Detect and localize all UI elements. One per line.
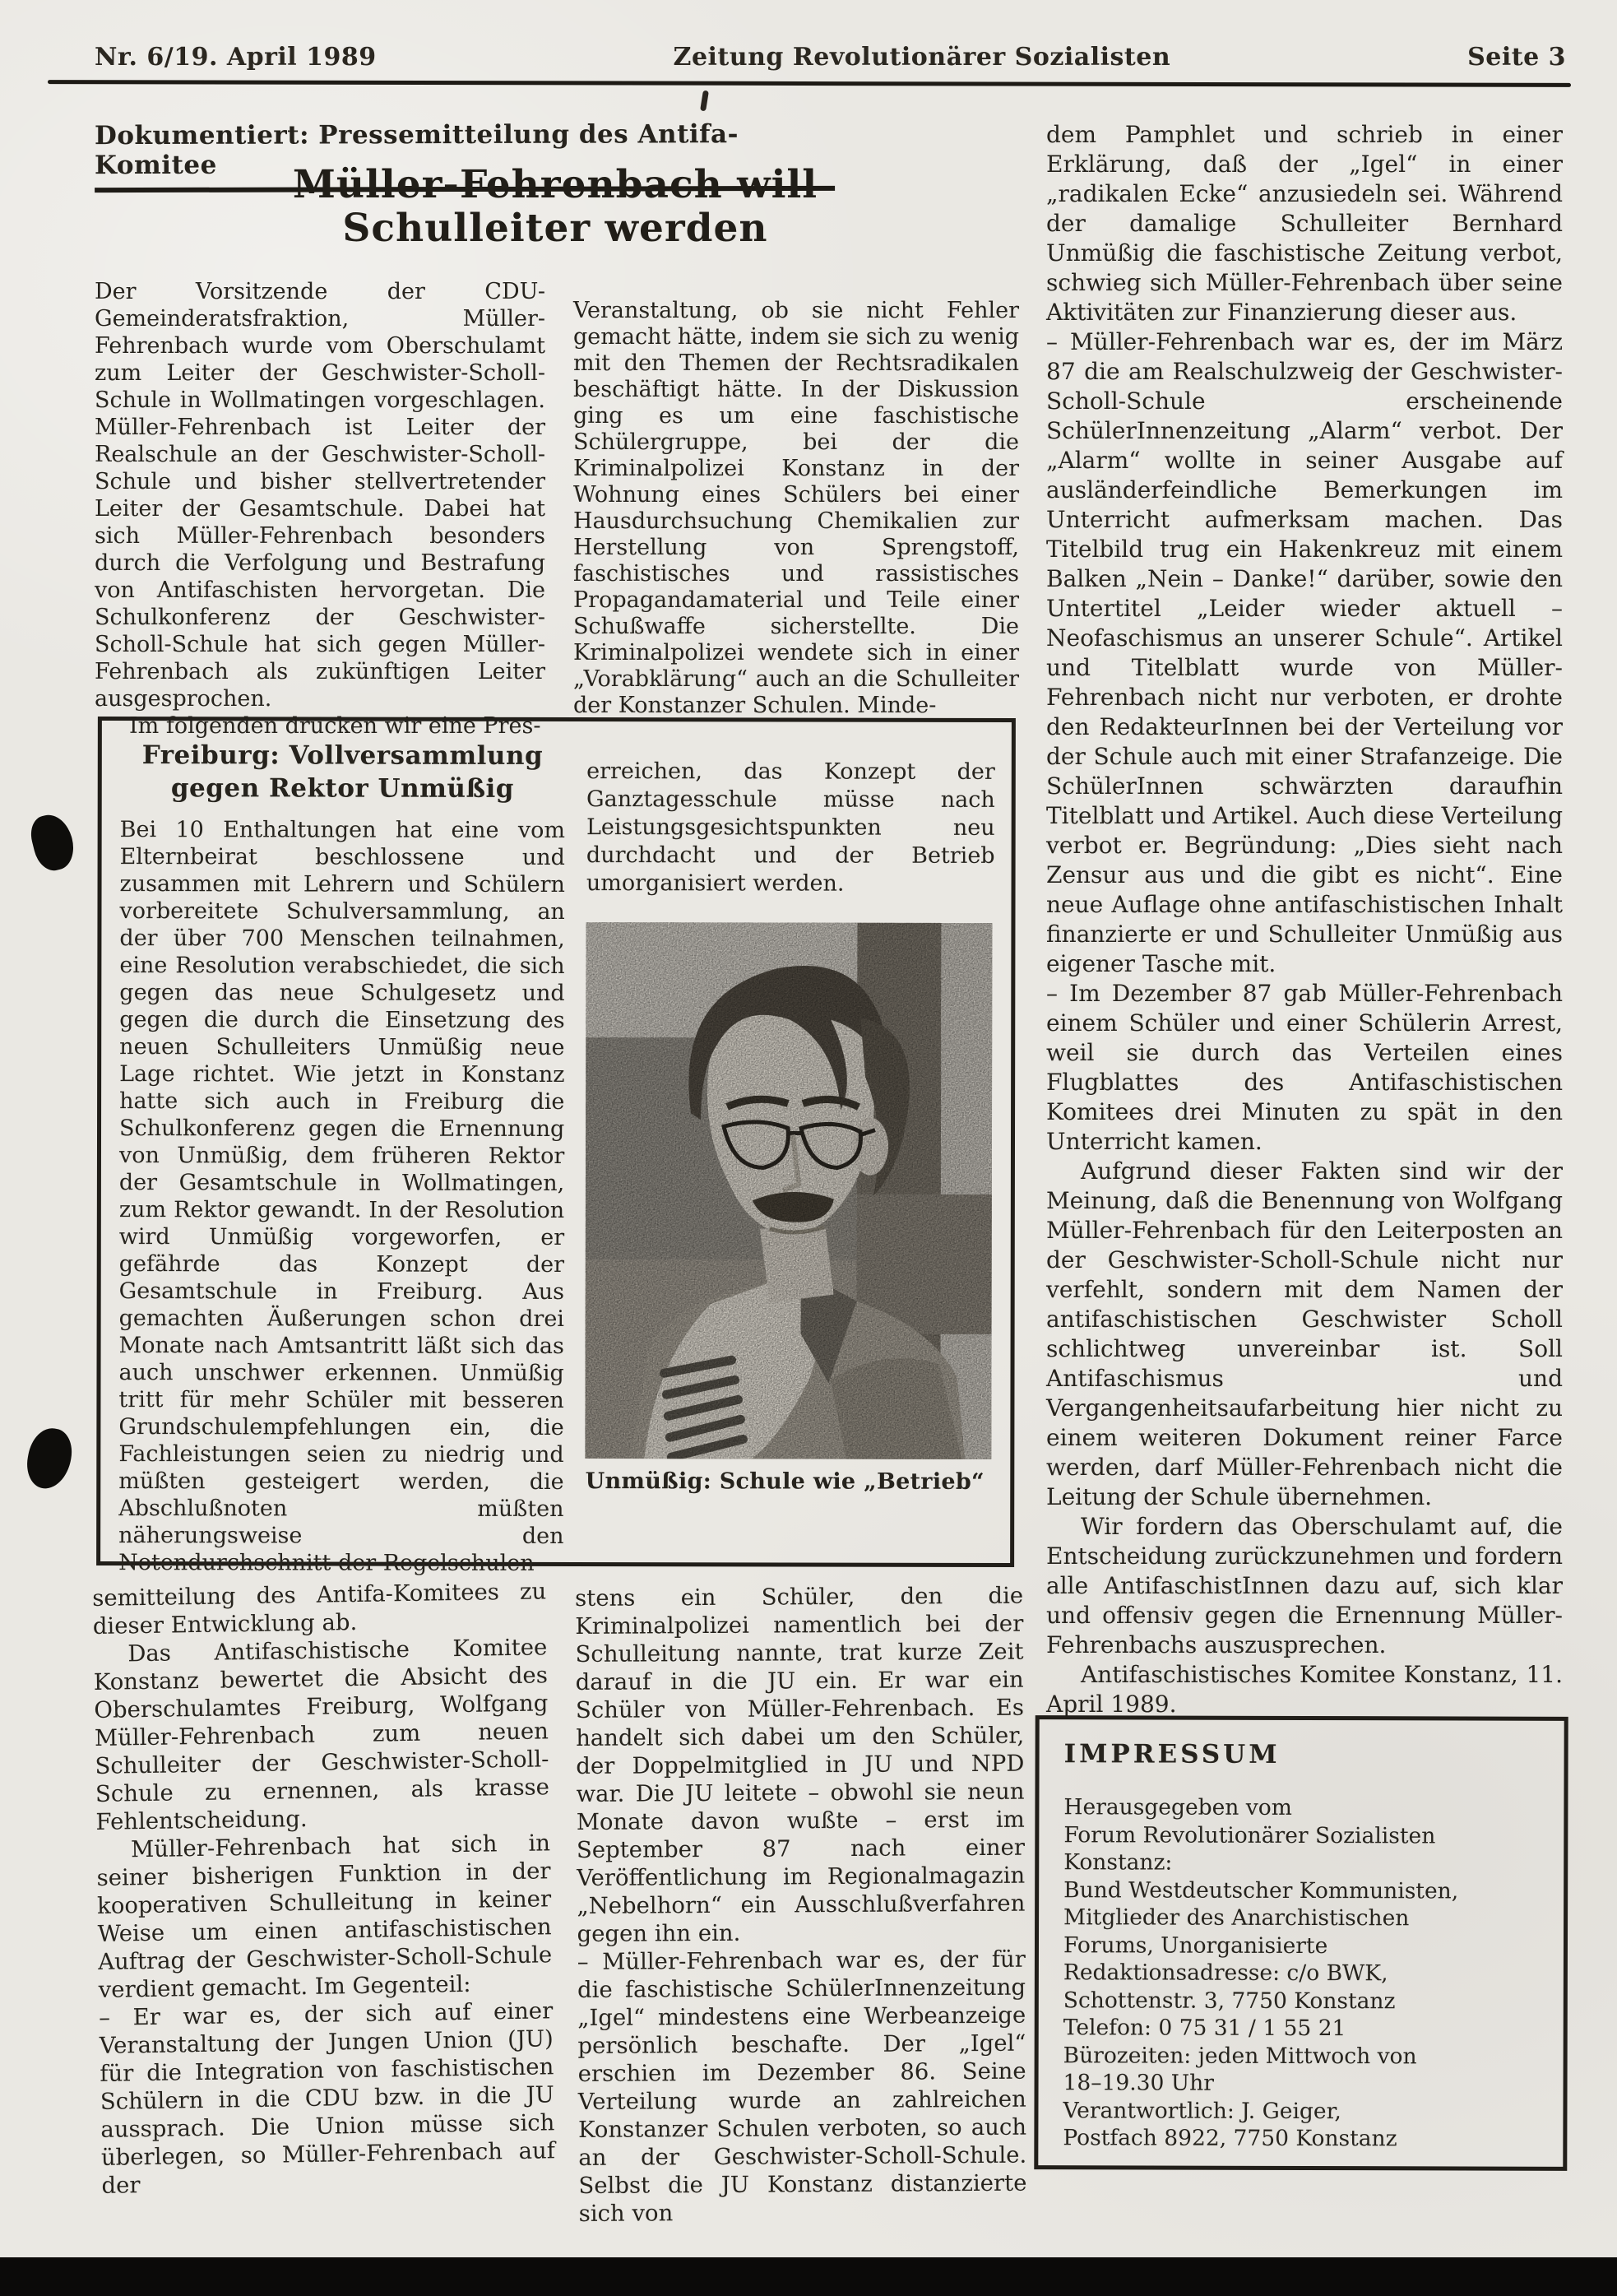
cont-mid-paragraph-2: – Müller-Fehrenbach war es, der für die faschistische SchülerInnenzeitung „Igel“ mindestens eine Werbeanzeige persönlich beschafte. Der „Igel“ erschien im Dezember 86. Seine Verteilung wurde an zahlreichen Konstanzer Schulen verboten, so auch an der Geschwister-Scholl-Schule. Selbst die JU Konstanz distanzierte sich von [577,1946,1027,2227]
box-left-column [118,734,566,1576]
ink-speck [700,90,709,112]
impressum-line: Konstanz: [1063,1849,1173,1876]
box-right-paragraph: erreichen, das Konzept der Ganztagesschule müsse nach Leistungsgesichtspunkten neu durchdacht und der Betrieb umorganisiert werden. [586,758,995,897]
impressum-line: Verantwortlich: J. Geiger, [1063,2097,1341,2124]
impressum-box [1034,1715,1568,2171]
punch-hole-top [26,810,78,874]
right-paragraph-1: dem Pamphlet und schrieb in einer Erklärung, daß der „Igel“ in einer „radikalen Ecke“ anzusiedeln sei. Während der damalige Schulleiter Bernhard Unmüßig die faschistische Zeitung verbot, schwieg sich Müller-Fehrenbach über seine Aktivitäten zur Finanzierung dieser aus. [1046,121,1563,326]
right-paragraph-4: Aufgrund dieser Fakten sind wir der Meinung, daß die Benennung von Wolfgang Müller-Fehrenbach für den Leiterposten an der Geschwister-Scholl-Schule nicht nur verfehlt, sondern mit dem Namen der antifaschistischen Geschwister Scholl schlichtweg unvereinbar ist. Soll Antifaschismus und Vergangenheitsaufarbeitung hier nicht zu einem weiteren Dokument reiner Farce werden, darf Müller-Fehrenbach nicht die Leitung der Schule übernehmen. [1046,1157,1563,1510]
box-heading: Freiburg: Vollversammlung gegen Rektor Unmüßig [141,740,544,804]
masthead [95,43,1566,72]
impressum-line: Bürozeiten: jeden Mittwoch von [1063,2042,1417,2069]
box-left-paragraph: Bei 10 Enthaltungen hat eine vom Elternbeirat beschlossene und zusammen mit Lehrern und Schülern vorbereitete Schulversammlung, an der über 700 Menschen teilnahmen, eine Resolution verabschiedet, die sich gegen das neue Schulgesetz und gegen die durch die Einsetzung des neuen Schulleiters Unmüßig neue Lage richtet. Wie jetzt in Konstanz hatte sich auch in Freiburg die Schulkonferenz gegen die Ernennung von Unmüßig, dem früheren Rektor der Gesamtschule in Wollmatingen, zum Rektor gewandt. In der Resolution wird Unmüßig vorgeworfen, er gefährde das Konzept der Gesamtschule in Freiburg. Aus gemachten Äußerungen schon drei Monate nach Amtsantritt läßt sich das auch unschwer erkennen. Unmüßig tritt für mehr Schüler mit besseren Grundschulempfehlungen ein, die Fachleistungen seien zu niedrig und müßten gesteigert werden, die Abschlußnoten müßten näherungsweise den Notendurchschnitt der Regelschulen [118,817,566,1576]
intro-column [95,278,545,740]
article-headline: Müller-Fehrenbach will Schulleiter werden [292,162,818,251]
impressum-line: Forum Revolutionärer Sozialisten [1063,1821,1436,1848]
newspaper-title: Zeitung Revolutionärer Sozialisten [673,43,1171,72]
portrait-photo [586,922,995,1495]
masthead-rule [48,80,1571,87]
middle-column [573,298,1019,719]
impressum-line: Forums, Unorganisierte [1063,1932,1328,1959]
box-right-column [585,735,994,1555]
impressum-title: IMPRESSUM [1063,1739,1281,1770]
impressum-line: Herausgegeben vom [1063,1794,1292,1821]
middle-paragraph-1: Veranstaltung, ob sie nicht Fehler gemacht hätte, indem sie sich zu wenig mit den Themen der Rechtsradikalen beschäftigt hätte. In der Diskussion ging es um eine faschistische Schülergruppe, bei der die Kriminalpolizei Konstanz in der Wohnung eines Schülers bei einer Hausdurchsuchung Chemikalien zur Herstellung von Sprengstoff, faschistisches und rassistisches Propagandamaterial und Teile einer Schußwaffe sicherstellte. Die Kriminalpolizei wendete sich in einer „Vorabklärung“ auch an die Schulleiter der Konstanzer Schulen. Minde- [573,298,1019,718]
bottom-scan-bar [0,2257,1617,2296]
right-paragraph-3: – Im Dezember 87 gab Müller-Fehrenbach einem Schüler und einer Schülerin Arrest, weil sie durch das Verteilen eines Flugblattes des Antifaschistischen Komitees drei Minuten zu spät in den Unterricht kamen. [1046,980,1563,1155]
photo-caption: Unmüßig: Schule wie „Betrieb“ [585,1468,985,1495]
cont-left-paragraph-1: semitteilung des Antifa-Komitees zu dieser Entwicklung ab. [92,1578,547,1640]
issue-number: Nr. 6/19. April 1989 [95,43,377,72]
right-paragraph-6: Antifaschistisches Komitee Konstanz, 11. April 1989. [1046,1661,1563,1718]
impressum-line: Schottenstr. 3, 7750 Konstanz [1063,1987,1396,2014]
continuation-middle-column [575,1582,1027,2228]
cont-left-paragraph-3: Müller-Fehrenbach hat sich in seiner bisherigen Funktion in der kooperativen Schulleitung in keiner Weise um einen antifaschistischen Auftrag der Geschwister-Scholl-Schule verdient gemacht. Im Gegenteil: [96,1830,553,2003]
cont-left-paragraph-4: – Er war es, der sich auf einer Veranstaltung der Jungen Union (JU) für die Integration von faschistischen Schülern in die CDU bzw. in die JU aussprach. Die Union müsse sich überlegen, so Müller-Fehrenbach auf der [99,1997,556,2199]
right-column [1046,120,1563,1719]
right-paragraph-5: Wir fordern das Oberschulamt auf, die Entscheidung zurückzunehmen und fordern alle AntifaschistInnen dazu auf, sich klar und offensiv gegen die Ernennung Müller-Fehrenbachs auszusprechen. [1046,1513,1563,1658]
impressum-line: Mitglieder des Anarchistischen [1063,1904,1410,1932]
kicker: Dokumentiert: Pressemitteilung des Antifa-Komitee [95,119,835,192]
impressum-line: 18–19.30 Uhr [1063,2070,1214,2096]
unmuessig-photo-illustration [586,922,993,1459]
impressum-line: Redaktionsadresse: c/o BWK, [1063,1960,1388,1987]
cont-left-paragraph-2: Das Antifaschistische Komitee Konstanz bewertet die Absicht des Oberschulamtes Freiburg, Wolfgang Müller-Fehrenbach zum neuen Schulleiter der Geschwister-Scholl-Schule zu ernennen, als krasse Fehlentscheidung. [93,1634,550,1835]
right-paragraph-2: – Müller-Fehrenbach war es, der im März 87 die am Realschulzweig der Geschwister-Scholl-Schule erscheinende SchülerInnenzeitung „Alarm“ verbot. Der „Alarm“ wollte in seiner Ausgabe auf ausländerfeindliche Bemerkungen im Unterricht aufmerksam machen. Das Titelbild trug ein Hakenkreuz mit einem Balken „Nein – Danke!“ darüber, sowie den Untertitel „Leider wieder aktuell – Neofaschismus an unserer Schule“. Artikel und Titelblatt wurde von Müller-Fehrenbach nicht nur verboten, er drohte den RedakteurInnen bei der Verteilung vor der Schule auch mit einer Strafanzeige. Die SchülerInnen schwärzten daraufhin Titelblatt und Artikel. Auch diese Verteilung verbot er. Begründung: „Dies sieht nach Zensur aus und die gibt es nicht“. Eine neue Auflage ohne antifaschistischen Inhalt finanzierte er und Schulleiter Unmüßig aus eigener Tasche mit. [1046,328,1563,977]
freiburg-box [96,717,1016,1576]
impressum-line: Postfach 8922, 7750 Konstanz [1063,2125,1397,2152]
punch-hole-bottom [23,1425,76,1492]
intro-paragraph-1: Der Vorsitzende der CDU-Gemeinderatsfraktion, Müller-Fehrenbach wurde vom Oberschulamt zum Leiter der Geschwister-Scholl-Schule in Wollmatingen vorgeschlagen. Müller-Fehrenbach ist Leiter der Realschule an der Geschwister-Scholl-Schule und bisher stellvertretender Leiter der Gesamtschule. Dabei hat sich Müller-Fehrenbach besonders durch die Verfolgung und Bestrafung von Antifaschisten hervorgetan. Die Schulkonferenz der Geschwister-Scholl-Schule hat sich gegen Müller-Fehrenbach als zukünftigen Leiter ausgesprochen. [95,279,545,712]
intro-paragraph-2: Im folgenden drucken wir eine Pres- [129,713,541,739]
impressum-line: Bund Westdeutscher Kommunisten, [1063,1876,1459,1904]
cont-mid-paragraph-1: stens ein Schüler, den die Kriminalpolizei namentlich bei der Schulleitung nannte, trat kurze Zeit darauf in die JU ein. Er war ein Schüler von Müller-Fehrenbach. Es handelt sich dabei um den Schüler, der Doppelmitglied in JU und NPD war. Die JU leitete – obwohl sie neun Monate davon wußte – erst im September 87 nach einer Veröffentlichung im Regionalmagazin „Nebelhorn“ ein Ausschlußverfahren gegen ihn ein. [575,1582,1026,1947]
continuation-left-column [92,1577,556,2200]
impressum-line: Telefon: 0 75 31 / 1 55 21 [1063,2015,1346,2042]
page-number: Seite 3 [1467,43,1566,72]
